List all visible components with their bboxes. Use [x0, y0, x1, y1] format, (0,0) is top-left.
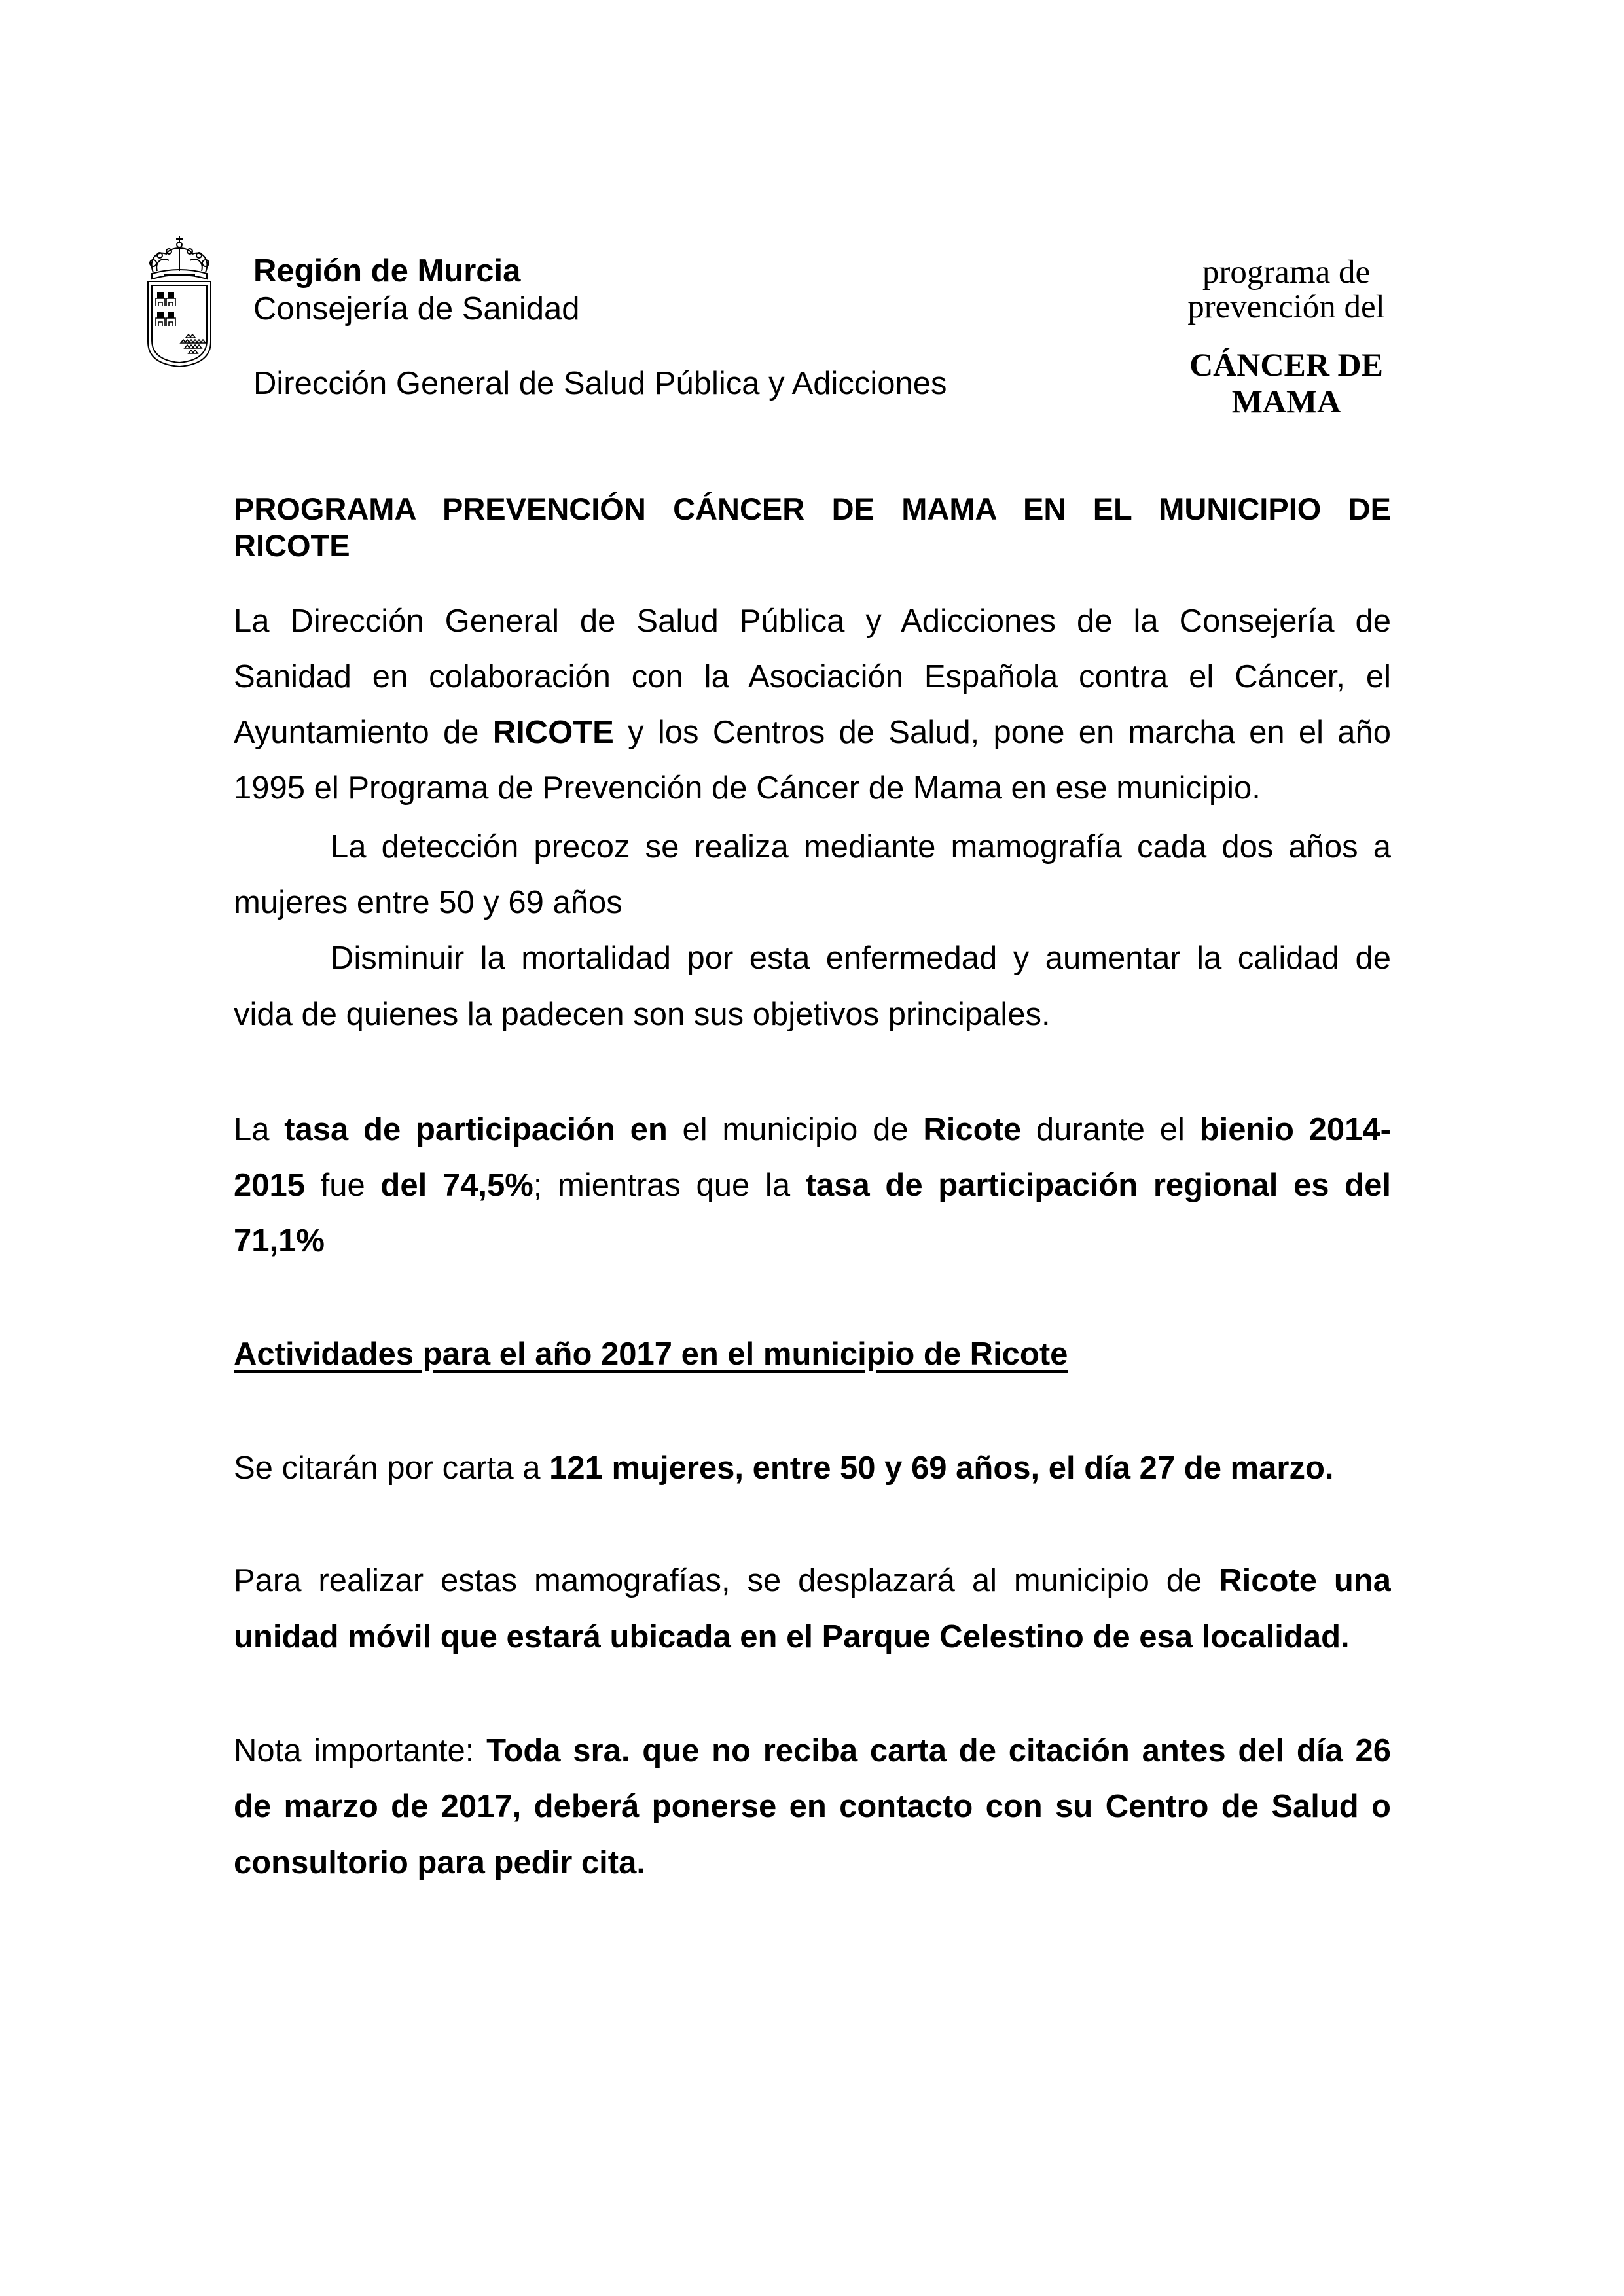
participation-line-2: [234, 1167, 1391, 1204]
regional-rate: 71,1%: [234, 1223, 325, 1259]
citation-details: 121 mujeres, entre 50 y 69 años, el día 27 de marzo.: [549, 1450, 1334, 1486]
document-title-line-2: RICOTE: [234, 528, 350, 563]
mobile-unit-line-1: [234, 1562, 1391, 1599]
note-text: Toda sra. que no reciba carta de citación antes del día 26: [486, 1733, 1391, 1768]
objectives-line-2: vida de quienes la padecen son sus objetivos principales.: [234, 997, 1051, 1032]
intro-line-2: Sanidad en colaboración con la Asociación Española contra el Cáncer, el: [234, 659, 1391, 694]
note-line-3: consultorio para pedir cita.: [234, 1845, 645, 1880]
local-rate: del 74,5%: [380, 1168, 533, 1203]
participation-text: ; mientras que la: [533, 1168, 806, 1203]
intro-text: Ayuntamiento de: [234, 715, 493, 750]
participation-text: durante el: [1021, 1112, 1200, 1147]
regional-rate-label: tasa de participación regional es del: [805, 1168, 1391, 1203]
program-logo-line-4: MAMA: [1231, 383, 1341, 420]
document-title-line-1: PROGRAMA PREVENCIÓN CÁNCER DE MAMA EN EL MUNICIPIO DE: [234, 492, 1391, 526]
coat-of-arms-icon: [144, 233, 215, 369]
municipality-name: Ricote: [923, 1112, 1022, 1147]
participation-text: el municipio de: [667, 1112, 924, 1147]
activities-heading: Actividades para el año 2017 en el municipio de Ricote: [234, 1336, 1068, 1372]
participation-text: La: [234, 1112, 285, 1147]
participation-line-1: [234, 1111, 1391, 1148]
intro-line-3: [234, 714, 1391, 751]
program-logo-line-1: programa de: [1202, 254, 1371, 291]
participation-text-bold: tasa de participación en: [284, 1112, 668, 1147]
municipality-name: RICOTE: [492, 715, 614, 750]
mobile-unit-text: Para realizar estas mamografías, se desplazará al municipio de: [234, 1563, 1219, 1598]
program-logo-line-3: CÁNCER DE: [1189, 346, 1383, 383]
mobile-unit-line-2: unidad móvil que estará ubicada en el Parque Celestino de esa localidad.: [234, 1619, 1350, 1655]
note-label: Nota importante:: [234, 1733, 487, 1768]
directorate-name: Dirección General de Salud Pública y Adicciones: [253, 366, 947, 401]
intro-line-1: La Dirección General de Salud Pública y Adicciones de la Consejería de: [234, 603, 1391, 639]
note-line-1: [234, 1732, 1391, 1769]
citation-text: Se citarán por carta a: [234, 1450, 550, 1486]
participation-text: fue: [305, 1168, 381, 1203]
objectives-line-1: Disminuir la mortalidad por esta enfermedad y aumentar la calidad de: [331, 941, 1391, 976]
region-name: Región de Murcia: [253, 253, 521, 289]
biennium: bienio 2014-: [1199, 1112, 1391, 1147]
department-name: Consejería de Sanidad: [253, 291, 580, 327]
biennium-end: 2015: [234, 1168, 306, 1203]
note-line-2: de marzo de 2017, deberá ponerse en contacto con su Centro de Salud o: [234, 1789, 1391, 1824]
program-logo-line-2: prevención del: [1187, 289, 1385, 325]
detection-line-1: La detección precoz se realiza mediante mamografía cada dos años a: [331, 829, 1391, 865]
intro-line-4: 1995 el Programa de Prevención de Cáncer de Mama en ese municipio.: [234, 770, 1261, 806]
mobile-unit-text-bold: Ricote una: [1219, 1563, 1391, 1598]
citation-line: [234, 1450, 1334, 1486]
intro-text: y los Centros de Salud, pone en marcha en el año: [613, 715, 1391, 750]
detection-line-2: mujeres entre 50 y 69 años: [234, 885, 623, 920]
